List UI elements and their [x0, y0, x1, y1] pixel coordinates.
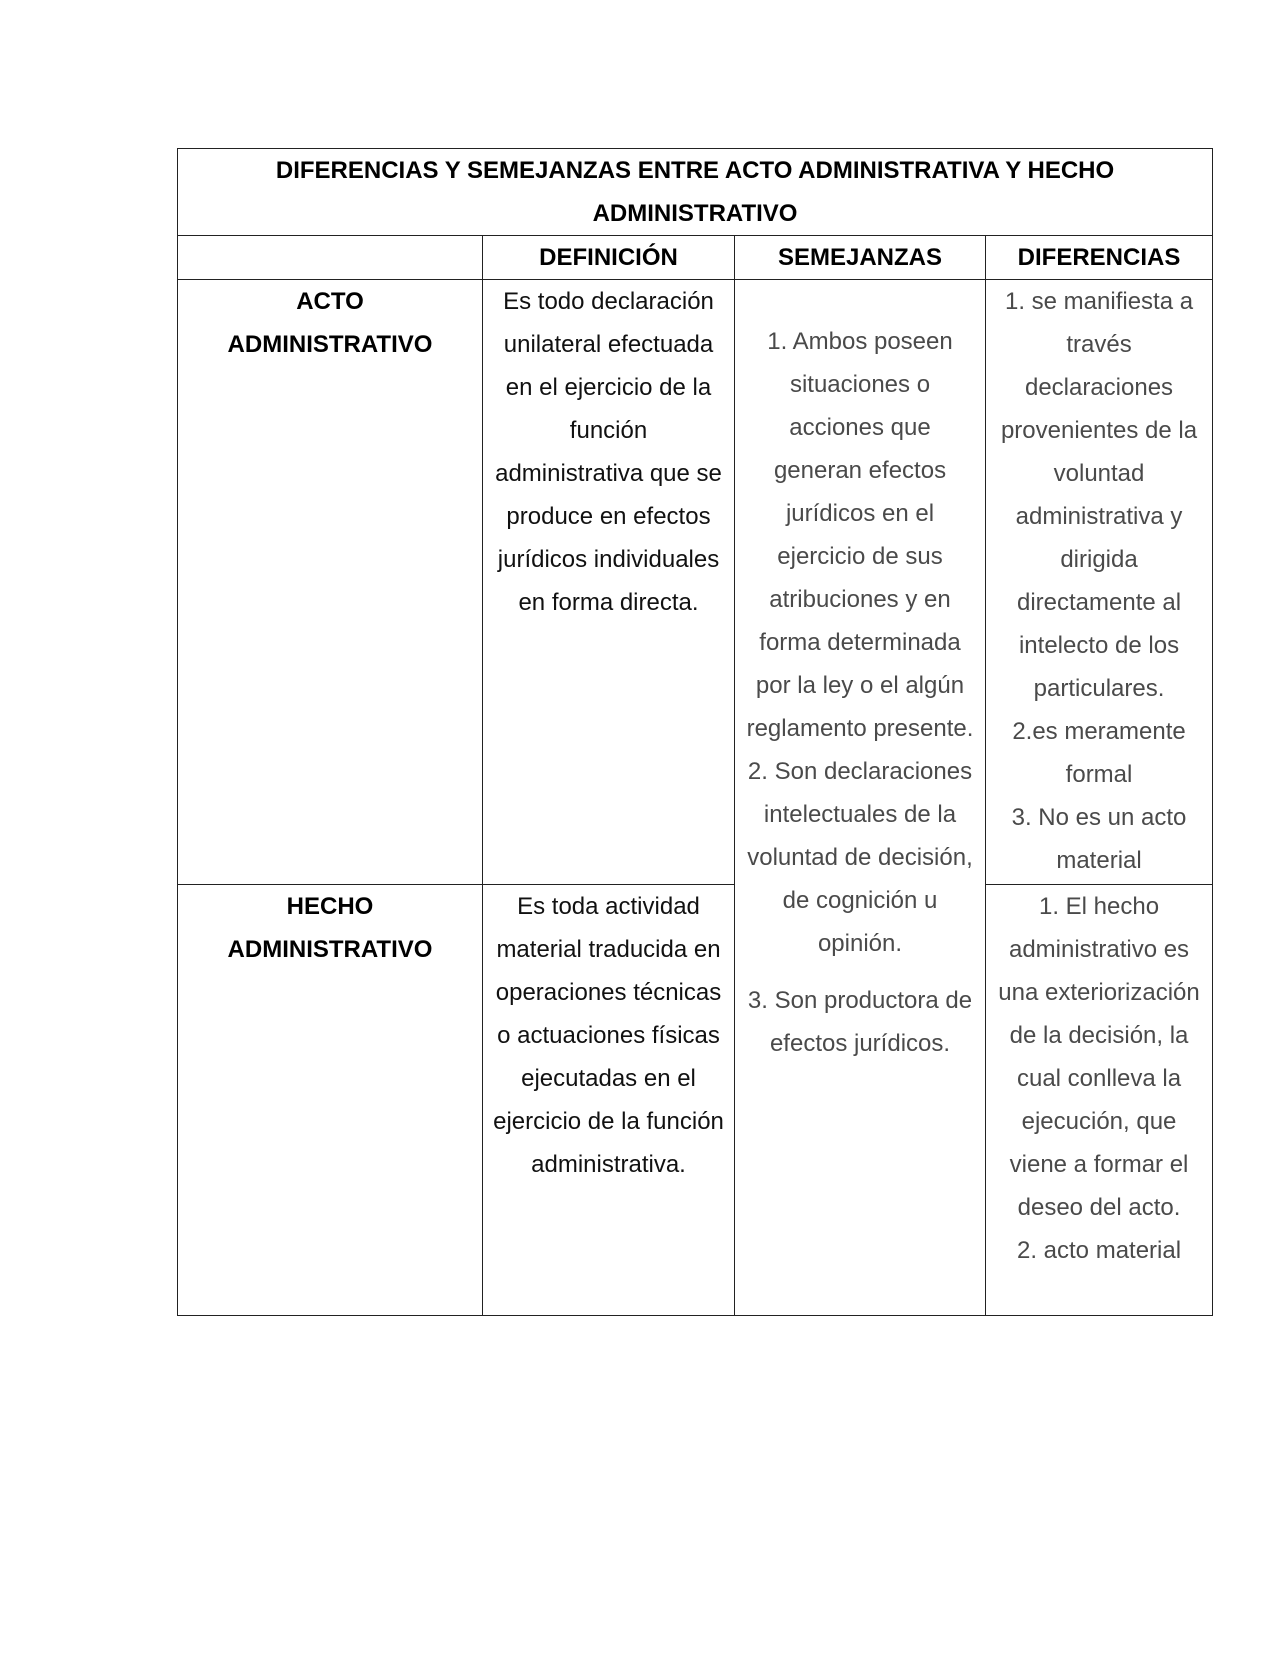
diferencia-acto-item-3: 3. No es un acto material [1011, 804, 1187, 874]
title-row [178, 149, 1213, 236]
table-row-acto [178, 280, 1213, 885]
semejanza-item-1: 1. Ambos poseen situaciones o acciones que generan efectos jurídicos en el ejercicio de sus atribuciones y en forma determinada por la ley o el algún reglamento presente. [746, 328, 974, 742]
diferencia-hecho-item-1: 1. El hecho administrativo es una exteriorización de la decisión, la cual conlleva la ejecución, que viene a formar el deseo del acto. [998, 893, 1200, 1221]
table-row-hecho [178, 885, 1213, 1316]
semejanza-item-3: 3. Son productora de efectos jurídicos. [747, 987, 973, 1057]
semejanza-item-2: 2. Son declaraciones intelectuales de la voluntad de decisión, de cognición u opinión. [747, 758, 973, 957]
header-semejanzas: SEMEJANZAS [735, 236, 986, 280]
row-label-acto: ACTO ADMINISTRATIVO [178, 280, 483, 885]
header-diferencias: DIFERENCIAS [986, 236, 1213, 280]
table-title: DIFERENCIAS Y SEMEJANZAS ENTRE ACTO ADMINISTRATIVA Y HECHO ADMINISTRATIVO [178, 149, 1213, 236]
header-row [178, 236, 1213, 280]
semejanzas-cell [735, 280, 986, 1316]
semejanzas-list [745, 280, 975, 1065]
comparison-table [177, 148, 1213, 1316]
diferencia-hecho-item-2: 2. acto material [1016, 1237, 1182, 1264]
header-definicion: DEFINICIÓN [483, 236, 735, 280]
diferencias-acto [986, 280, 1213, 885]
diferencia-acto-item-2: 2.es meramente formal [1012, 718, 1186, 788]
header-empty [178, 236, 483, 280]
definicion-hecho: Es toda actividad material traducida en operaciones técnicas o actuaciones físicas ejecutadas en el ejercicio de la función administrativa. [483, 885, 735, 1316]
definicion-acto: Es todo declaración unilateral efectuada en el ejercicio de la función administrativa que se produce en efectos jurídicos individuales en forma directa. [483, 280, 735, 885]
diferencias-hecho [986, 885, 1213, 1316]
row-label-hecho: HECHO ADMINISTRATIVO [178, 885, 483, 1316]
diferencia-acto-item-1: 1. se manifiesta a través declaraciones provenientes de la voluntad administrativa y dirigida directamente al intelecto de los particulares. [1000, 288, 1198, 702]
